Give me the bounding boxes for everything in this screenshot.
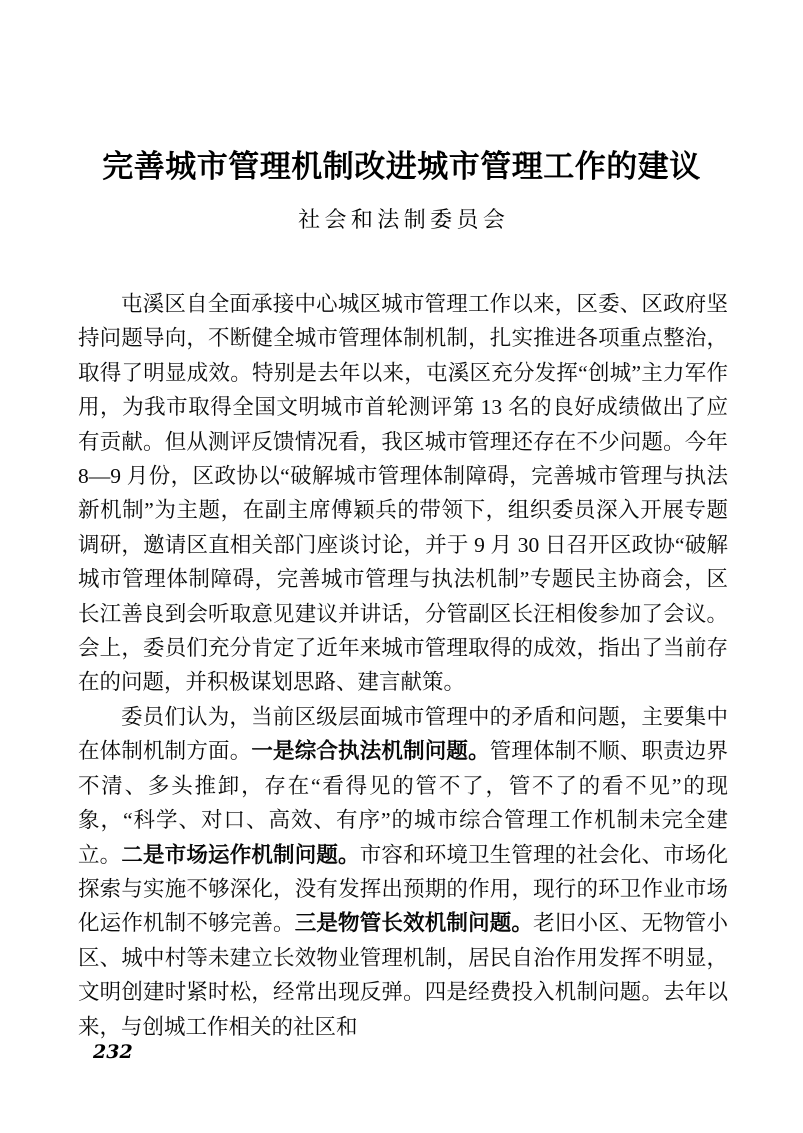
text-run: 委员们认为，当前区级层面城市管理中的矛盾和问题，主要集中在体制机制方面。 bbox=[78, 704, 728, 764]
text-run: 老旧小区、无物管小区、城中村等未建立长效物业管理机制，居民自治作用发挥不明显，文明创建时紧时松，经常出现反弹。四是经费投入机制问题。去年以来，与创城工作相关的社区和 bbox=[78, 911, 728, 1039]
paragraph-1 bbox=[78, 287, 728, 700]
bold-text-run: 二是市场运作机制问题。 bbox=[121, 842, 360, 867]
text-run: 市容和环境卫生管理的社会化、市场化探索与实施不够深化，没有发挥出预期的作用，现行的环卫作业市场化运作机制不够完善。 bbox=[78, 842, 728, 936]
page-number: 232 bbox=[93, 1041, 133, 1063]
bold-text-run: 三是物管长效机制问题。 bbox=[294, 911, 534, 936]
text-run: 屯溪区自全面承接中心城区城市管理工作以来，区委、区政府坚持问题导向，不断健全城市管理体制机制，扎实推进各项重点整治，取得了明显成效。特别是去年以来，屯溪区充分发挥“创城”主力军作用，为我市取得全国文明城市首轮测评第 13 名的良好成绩做出了应有贡献。但从测评反馈情况看，我区城市管理还存在不少问题。今年 8—9 月份，区政协以“破解城市管理体制障碍，完善城市管理与执法新机制”为主题，在副主席傅颖兵的带领下，组织委员深入开展专题调研，邀请区直相关部门座谈讨论，并于 9 月 30 日召开区政协“破解城市管理体制障碍，完善城市管理与执法机制”专题民主协商会，区长江善良到会听取意见建议并讲话，分管副区长汪相俊参加了会议。会上，委员们充分肯定了近年来城市管理取得的成效，指出了当前存在的问题，并积极谋划思路、建言献策。 bbox=[78, 292, 728, 695]
bold-text-run: 一是综合执法机制问题。 bbox=[251, 739, 490, 764]
page-title: 完善城市管理机制改进城市管理工作的建议 bbox=[102, 149, 701, 184]
author-byline: 社会和法制委员会 bbox=[298, 207, 510, 232]
document-body bbox=[78, 287, 728, 1044]
paragraph-2 bbox=[78, 700, 728, 1044]
text-run: 管理体制不顺、职责边界不清、多头推卸，存在“看得见的管不了，管不了的看不见”的现象，“科学、对口、高效、有序”的城市综合管理工作机制未完全建立。 bbox=[78, 739, 728, 867]
